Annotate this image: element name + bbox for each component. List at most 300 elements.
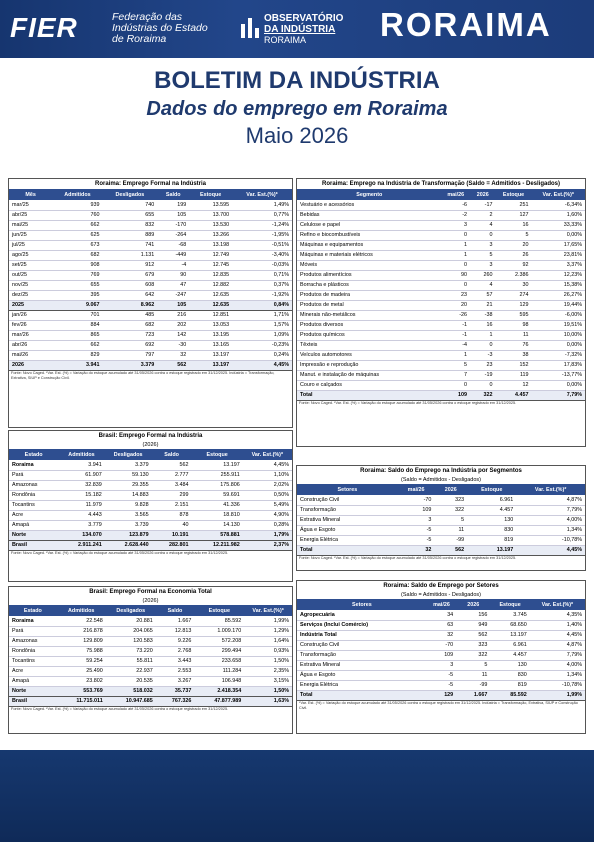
table-row — [9, 500, 292, 510]
table-row — [9, 460, 292, 470]
table-row — [9, 510, 292, 520]
table-cell: 0,50% — [243, 490, 292, 500]
table-cell: Celulose e papel — [297, 220, 442, 230]
table-row — [297, 360, 585, 370]
table-cell: 769 — [52, 270, 102, 280]
table-cell: 4.457 — [490, 650, 529, 660]
table-cell: 16 — [470, 320, 495, 330]
table-cell: 679 — [103, 270, 158, 280]
table-cell: -4 — [442, 340, 471, 350]
column-header: Admitidos — [52, 189, 102, 200]
table-cell: -1 — [442, 320, 471, 330]
table-row — [297, 230, 585, 240]
table-cell: 47.877.989 — [194, 696, 244, 706]
table-cell: 1,49% — [232, 200, 292, 210]
table-cell: 3.745 — [490, 610, 529, 620]
panel-roraima-emprego — [8, 178, 293, 428]
table-cell: 16 — [495, 220, 531, 230]
fier-sub-line: de Roraima — [112, 33, 167, 45]
table-row — [297, 690, 585, 700]
table-cell: Extrativa Mineral — [297, 660, 427, 670]
column-header: mai/26 — [398, 484, 435, 495]
table-cell: Total — [297, 545, 398, 555]
table-cell: 19,44% — [532, 300, 585, 310]
table-cell: Móveis — [297, 260, 442, 270]
table-cell: 282.801 — [152, 540, 192, 550]
table-cell: 3.739 — [105, 520, 152, 530]
table-cell: -68 — [157, 240, 189, 250]
table-cell: 12.835 — [189, 270, 232, 280]
table-cell: out/25 — [9, 270, 52, 280]
table-cell: Água e Esgoto — [297, 670, 427, 680]
table-cell: 323 — [434, 495, 467, 505]
column-header: 2026 — [456, 599, 490, 610]
table-cell: 322 — [456, 650, 490, 660]
table-cell: 3 — [442, 220, 471, 230]
panel-transformacao — [296, 178, 586, 447]
column-header: Setores — [297, 599, 427, 610]
observatorio-logo — [264, 13, 343, 46]
table-cell: 0,77% — [232, 210, 292, 220]
table-cell: Transformação — [297, 505, 398, 515]
table-cell: 129 — [495, 300, 531, 310]
table-cell: Impressão e reprodução — [297, 360, 442, 370]
table-cell: 692 — [103, 340, 158, 350]
table-cell: 4.457 — [467, 505, 516, 515]
table-row — [9, 530, 292, 540]
table-row — [297, 330, 585, 340]
table-cell: 2.553 — [156, 666, 195, 676]
table-cell: mar/25 — [9, 200, 52, 210]
data-table — [9, 605, 292, 707]
table-cell: 17,65% — [532, 240, 585, 250]
table-cell: 105 — [157, 210, 189, 220]
data-table — [297, 484, 585, 556]
table-cell: 562 — [456, 630, 490, 640]
table-cell: 59.130 — [105, 470, 152, 480]
table-cell: 642 — [103, 290, 158, 300]
column-header: Estoque — [490, 599, 529, 610]
table-row — [297, 240, 585, 250]
table-cell: 11 — [434, 525, 467, 535]
column-header: Estado — [9, 605, 57, 616]
table-cell: 2.768 — [156, 646, 195, 656]
column-header: Estoque — [467, 484, 516, 495]
table-cell: Borracha e plásticos — [297, 280, 442, 290]
table-cell: 98 — [495, 320, 531, 330]
table-cell: 562 — [157, 360, 189, 370]
table-cell: 1,71% — [232, 310, 292, 320]
table-cell: Manut. e instalação de máquinas — [297, 370, 442, 380]
table-cell: 13.197 — [467, 545, 516, 555]
table-cell: 105 — [157, 300, 189, 310]
table-cell: mai/25 — [9, 220, 52, 230]
table-cell: Vestuário e acessórios — [297, 200, 442, 210]
table-row — [297, 660, 585, 670]
table-row — [9, 200, 292, 210]
table-cell: 3 — [470, 240, 495, 250]
table-cell: -170 — [157, 220, 189, 230]
table-cell: 0,28% — [243, 520, 292, 530]
table-cell: -13,77% — [532, 370, 585, 380]
column-header: Var. Est.(%)* — [516, 484, 585, 495]
table-row — [297, 390, 585, 400]
table-cell: 13.197 — [189, 360, 232, 370]
table-row — [297, 310, 585, 320]
table-row — [9, 300, 292, 310]
table-row — [9, 350, 292, 360]
table-cell: 797 — [103, 350, 158, 360]
table-cell: 760 — [52, 210, 102, 220]
column-header: Estoque — [495, 189, 531, 200]
table-row — [9, 280, 292, 290]
table-cell: 106.948 — [194, 676, 244, 686]
table-cell: 4,45% — [530, 630, 585, 640]
table-cell: 767.326 — [156, 696, 195, 706]
table-cell: 76 — [495, 340, 531, 350]
table-cell: 1,60% — [532, 210, 585, 220]
table-cell: 123.879 — [105, 530, 152, 540]
table-cell: 4,90% — [243, 510, 292, 520]
table-cell: 12,23% — [532, 270, 585, 280]
table-cell: 73.220 — [106, 646, 156, 656]
table-cell: 830 — [490, 670, 529, 680]
table-cell: 40 — [152, 520, 192, 530]
table-cell: Couro e calçados — [297, 380, 442, 390]
table-cell: 25.490 — [57, 666, 106, 676]
table-row — [297, 370, 585, 380]
table-row — [9, 220, 292, 230]
table-cell: 1,10% — [243, 470, 292, 480]
table-cell: -6 — [442, 200, 471, 210]
column-header: Desligados — [103, 189, 158, 200]
table-cell: 1,29% — [244, 626, 292, 636]
table-row — [297, 505, 585, 515]
table-row — [297, 220, 585, 230]
source-note: Fonte: Novo Caged. *Var. Est. (%) = Variação do estoque acumulado até 31/05/2026 contra o estoque registrado em 31/12/2025. — [11, 550, 229, 555]
table-row — [297, 300, 585, 310]
table-cell: 5 — [456, 660, 490, 670]
obs-line: OBSERVATÓRIO — [264, 13, 344, 24]
table-cell: 30 — [495, 280, 531, 290]
table-cell: 2025 — [9, 300, 52, 310]
table-cell: 3.484 — [152, 480, 192, 490]
column-header: Admitidos — [58, 449, 104, 460]
table-cell: 12.635 — [189, 290, 232, 300]
table-cell: 59.254 — [57, 656, 106, 666]
table-cell: 129 — [427, 690, 456, 700]
table-cell: 14.883 — [105, 490, 152, 500]
table-cell: Tocantins — [9, 656, 57, 666]
header-banner — [0, 0, 594, 58]
table-row — [297, 650, 585, 660]
table-cell: Minerais não-metálicos — [297, 310, 442, 320]
footer-banner — [0, 750, 594, 842]
table-row — [9, 520, 292, 530]
table-cell: 1,79% — [243, 530, 292, 540]
table-cell: Agropecuária — [297, 610, 427, 620]
table-cell: Total — [297, 690, 427, 700]
column-header: Var. Est.(%)* — [530, 599, 585, 610]
table-cell: 2.151 — [152, 500, 192, 510]
table-row — [9, 686, 292, 696]
table-row — [9, 470, 292, 480]
table-cell: 2,37% — [243, 540, 292, 550]
table-cell: Produtos diversos — [297, 320, 442, 330]
table-cell: 120.583 — [106, 636, 156, 646]
table-cell: 119 — [495, 370, 531, 380]
table-cell: 5,49% — [243, 500, 292, 510]
table-cell: 216 — [157, 310, 189, 320]
table-row — [297, 320, 585, 330]
table-row — [9, 270, 292, 280]
table-cell: 3,37% — [532, 260, 585, 270]
table-cell: 0 — [442, 230, 471, 240]
table-cell: Pará — [9, 626, 57, 636]
table-cell: 11 — [456, 670, 490, 680]
table-cell: 32.839 — [58, 480, 104, 490]
panel-brasil-economia — [8, 586, 293, 734]
table-cell: 553.769 — [57, 686, 106, 696]
table-cell: 4,87% — [530, 640, 585, 650]
table-cell: Brasil — [9, 540, 58, 550]
table-cell: 572.208 — [194, 636, 244, 646]
table-cell: 20 — [442, 300, 471, 310]
table-cell: 1,57% — [232, 320, 292, 330]
table-row — [297, 350, 585, 360]
table-cell: 20 — [495, 240, 531, 250]
table-cell: 26,27% — [532, 290, 585, 300]
table-cell: 17,83% — [532, 360, 585, 370]
fier-subtitle — [112, 12, 208, 45]
table-cell: Energia Elétrica — [297, 535, 398, 545]
table-cell: 13.700 — [189, 210, 232, 220]
table-cell: 32 — [427, 630, 456, 640]
table-cell: Norte — [9, 686, 57, 696]
table-cell: 12.813 — [156, 626, 195, 636]
table-cell: 9.067 — [52, 300, 102, 310]
table-cell: 1,99% — [530, 690, 585, 700]
table-cell: 0,71% — [232, 270, 292, 280]
table-cell: 130 — [490, 660, 529, 670]
table-cell: 1,34% — [516, 525, 585, 535]
obs-line: DA INDÚSTRIA — [264, 24, 336, 35]
table-cell: Total — [297, 390, 442, 400]
table-cell: 829 — [52, 350, 102, 360]
table-cell: 13.266 — [189, 230, 232, 240]
fier-sub-line: Federação das — [112, 11, 183, 23]
column-header: Saldo — [156, 605, 195, 616]
table-cell: Norte — [9, 530, 58, 540]
table-cell: 3.443 — [156, 656, 195, 666]
table-cell: 625 — [52, 230, 102, 240]
table-cell: 1 — [442, 240, 471, 250]
table-cell: 578.881 — [192, 530, 243, 540]
table-row — [9, 330, 292, 340]
table-cell: 3.941 — [58, 460, 104, 470]
table-cell: 156 — [456, 610, 490, 620]
table-cell: Veículos automotores — [297, 350, 442, 360]
table-cell: 61.907 — [58, 470, 104, 480]
column-header: Saldo — [157, 189, 189, 200]
table-cell: 199 — [157, 200, 189, 210]
panel-title: Roraima: Saldo do Emprego na Indústria por Segmentos — [360, 468, 522, 474]
table-cell: 1,50% — [244, 656, 292, 666]
table-cell: 32 — [398, 545, 435, 555]
table-cell: 11 — [495, 330, 531, 340]
table-row — [297, 290, 585, 300]
table-cell: 18.810 — [192, 510, 243, 520]
table-cell: 13.053 — [189, 320, 232, 330]
table-cell: Produtos químicos — [297, 330, 442, 340]
table-cell: 395 — [52, 290, 102, 300]
table-cell: 20.535 — [106, 676, 156, 686]
table-cell: Construção Civil — [297, 495, 398, 505]
table-cell: -5 — [427, 680, 456, 690]
column-header: Var. Est.(%)* — [243, 449, 292, 460]
column-header: Desligados — [105, 449, 152, 460]
panel-subtitle: (2026) — [142, 598, 159, 604]
table-cell: 0 — [442, 280, 471, 290]
table-cell: 63 — [427, 620, 456, 630]
table-cell: Rondônia — [9, 490, 58, 500]
table-cell: 5 — [495, 230, 531, 240]
table-cell: 0,00% — [532, 230, 585, 240]
panel-title: Roraima: Emprego na Indústria de Transformação (Saldo = Admitidos - Desligados) — [322, 181, 560, 187]
column-header: Saldo — [152, 449, 192, 460]
table-cell: 4,87% — [516, 495, 585, 505]
source-note: Fonte: Novo Caged. *Var. Est. (%) = Variação do estoque acumulado até 31/05/2026 contra o estoque registrado em 31/12/2025. — [299, 555, 517, 560]
source-note: Fonte: Novo Caged. *Var. Est. (%) = Variação do estoque acumulado até 31/05/2026 contra o estoque registrado em 31/12/2025. — [11, 706, 229, 711]
table-cell: 152 — [495, 360, 531, 370]
table-cell: 2,35% — [244, 666, 292, 676]
table-cell: -5 — [398, 525, 435, 535]
panel-subtitle: (Saldo = Admitidos - Desligados) — [401, 592, 481, 598]
table-cell: 47 — [157, 280, 189, 290]
table-cell: 55.811 — [106, 656, 156, 666]
table-cell: 1,63% — [244, 696, 292, 706]
table-cell: 4,35% — [530, 610, 585, 620]
column-header: Estoque — [194, 605, 244, 616]
table-cell: 949 — [456, 620, 490, 630]
table-cell: 13.197 — [192, 460, 243, 470]
table-cell: 832 — [103, 220, 158, 230]
table-cell: 68.650 — [490, 620, 529, 630]
table-cell: set/25 — [9, 260, 52, 270]
table-cell: 912 — [103, 260, 158, 270]
table-cell: 12.635 — [189, 300, 232, 310]
bulletin-title: BOLETIM DA INDÚSTRIA — [154, 67, 440, 94]
table-cell: jul/25 — [9, 240, 52, 250]
panel-subtitle: (2026) — [142, 442, 159, 448]
table-cell: Roraima — [9, 616, 57, 626]
table-cell: Amapá — [9, 676, 57, 686]
table-cell: 889 — [103, 230, 158, 240]
table-cell: Têxteis — [297, 340, 442, 350]
table-cell: 908 — [52, 260, 102, 270]
table-cell: 3.941 — [52, 360, 102, 370]
table-cell: 6.961 — [467, 495, 516, 505]
table-cell: jan/26 — [9, 310, 52, 320]
state-title: RORAIMA — [380, 6, 552, 43]
table-row — [297, 200, 585, 210]
table-row — [9, 310, 292, 320]
table-cell: 1.009.170 — [194, 626, 244, 636]
table-row — [9, 646, 292, 656]
table-cell: 3 — [427, 660, 456, 670]
table-cell: -70 — [398, 495, 435, 505]
table-cell: 35.737 — [156, 686, 195, 696]
table-cell: 3.779 — [58, 520, 104, 530]
table-cell: 4 — [470, 280, 495, 290]
table-cell: 23.802 — [57, 676, 106, 686]
table-cell: 682 — [103, 320, 158, 330]
data-table — [297, 189, 585, 401]
table-cell: -17 — [470, 200, 495, 210]
table-cell: 1.131 — [103, 250, 158, 260]
table-row — [297, 640, 585, 650]
table-cell: 939 — [52, 200, 102, 210]
table-cell: 8.962 — [103, 300, 158, 310]
table-cell: 741 — [103, 240, 158, 250]
table-cell: 3.565 — [105, 510, 152, 520]
table-cell: -1,24% — [232, 220, 292, 230]
column-header: mai/26 — [442, 189, 471, 200]
table-cell: 251 — [495, 200, 531, 210]
table-row — [297, 610, 585, 620]
table-cell: -1,92% — [232, 290, 292, 300]
table-cell: 1,09% — [232, 330, 292, 340]
table-cell: 85.592 — [194, 616, 244, 626]
table-cell: 3,15% — [244, 676, 292, 686]
panel-subtitle: (Saldo = Admitidos - Desligados) — [401, 477, 481, 483]
table-row — [297, 620, 585, 630]
table-cell: 2.386 — [495, 270, 531, 280]
table-cell: 109 — [442, 390, 471, 400]
table-row — [297, 495, 585, 505]
table-cell: 673 — [52, 240, 102, 250]
table-cell: 22.548 — [57, 616, 106, 626]
table-cell: 7,79% — [530, 650, 585, 660]
table-row — [297, 270, 585, 280]
table-cell: 127 — [495, 210, 531, 220]
table-cell: 2.911.241 — [58, 540, 104, 550]
table-cell: abr/26 — [9, 340, 52, 350]
table-cell: Refino e biocombustíveis — [297, 230, 442, 240]
table-row — [9, 290, 292, 300]
table-cell: 4,45% — [516, 545, 585, 555]
table-cell: 26 — [495, 250, 531, 260]
table-cell: 7 — [442, 370, 471, 380]
table-cell: 5 — [470, 250, 495, 260]
table-cell: 0 — [470, 230, 495, 240]
table-cell: Amazonas — [9, 636, 57, 646]
table-cell: 4,00% — [530, 660, 585, 670]
table-cell: 59.691 — [192, 490, 243, 500]
table-cell: 85.592 — [490, 690, 529, 700]
table-cell: -247 — [157, 290, 189, 300]
table-cell: 3.267 — [156, 676, 195, 686]
table-cell: -0,51% — [232, 240, 292, 250]
table-cell: 23 — [442, 290, 471, 300]
table-cell: 12 — [495, 380, 531, 390]
table-row — [9, 240, 292, 250]
table-cell: 0,00% — [532, 340, 585, 350]
table-cell: 655 — [103, 210, 158, 220]
table-row — [9, 676, 292, 686]
table-cell: 5 — [434, 515, 467, 525]
table-cell: 2.628.440 — [105, 540, 152, 550]
